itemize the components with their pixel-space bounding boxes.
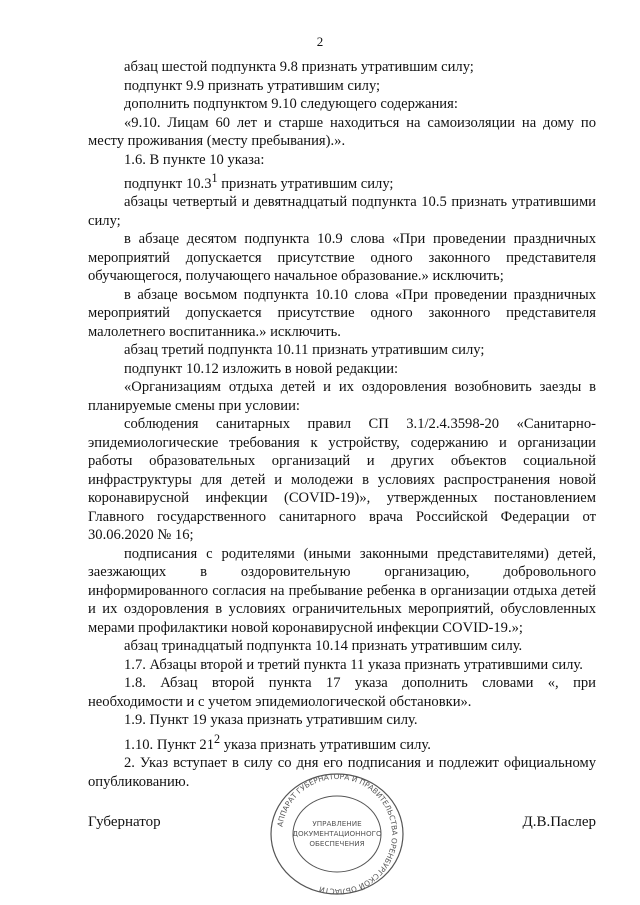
document-body [88,58,596,791]
paragraph-18: 1.9. Пункт 19 указа признать утратившим силу. [124,712,418,729]
paragraph-20: 2. Указ вступает в силу со дня его подписания и подлежит официальному опубликованию. [88,755,596,790]
paragraph-15: абзац тринадцатый подпункта 10.14 признать утратившим силу. [124,638,523,655]
paragraph-1: абзац шестой подпункта 9.8 признать утратившим силу; [124,59,474,75]
paragraph-2: подпункт 9.9 признать утратившим силу; [124,77,381,94]
page-number: 2 [316,34,324,49]
paragraph-10: абзац третий подпункта 10.11 признать утратившим силу; [124,342,485,359]
paragraph-12: «Организациям отдыха детей и их оздоровления возобновить заезды в планируемые смены при условии: [88,379,596,414]
paragraph-14: подписания с родителями (иными законными представителями) детей, заезжающих в оздоровительную организацию, добровольного информированного согласия на пребывание ребенка в организации отдыха детей и их оздоровления в условиях ограничительных мероприятий, обусловленных мерами профилактики новой коронавирусной инфекции COVID-19.»; [88,545,596,636]
stamp-line-1: УПРАВЛЕНИЕ [312,819,362,828]
position-title: Губернатор [88,814,161,830]
paragraph-4: «9.10. Лицам 60 лет и старше находиться на самоизоляции на дому по месту проживания (месту пребывания).». [88,114,596,149]
stamp-outer-text: АППАРАТ ГУБЕРНАТОРА И ПРАВИТЕЛЬСТВА ОРЕНБУРГСКОЙ ОБЛАСТИ [275,771,400,897]
paragraph-7: абзацы четвертый и девятнадцатый подпункта 10.5 признать утратившими силу; [88,194,596,229]
official-stamp [262,770,412,898]
stamp-line-2: ДОКУМЕНТАЦИОННОГО [292,829,382,838]
paragraph-17: 1.8. Абзац второй пункта 17 указа дополнить словами «, при необходимости и с учетом эпидемиологической обстановки». [88,675,596,710]
paragraph-16: 1.7. Абзацы второй и третий пункта 11 указа признать утратившими силу. [124,656,583,673]
paragraph-13: соблюдения санитарных правил СП 3.1/2.4.3598-20 «Санитарно-эпидемиологические требования к устройству, содержанию и организации работы образовательных организаций и других объектов социальной инфраструктуры для детей и молодежи в условиях распространения новой коронавирусной инфекции (COVID-19)», утвержденных постановлением Главного государственного санитарного врача Российской Федерации от 30.06.2020 № 16; [88,416,596,544]
paragraph-5: 1.6. В пункте 10 указа: [124,151,265,168]
paragraph-9: в абзаце восьмом подпункта 10.10 слова «При проведении праздничных мероприятий допускается присутствие одного законного представителя малолетнего воспитанника.» исключить. [88,286,596,340]
stamp-line-3: ОБЕСПЕЧЕНИЯ [309,839,365,848]
paragraph-8: в абзаце десятом подпункта 10.9 слова «При проведении праздничных мероприятий допускается присутствие одного законного представителя обучающегося, получающего начальное образование.» исключить; [88,231,596,285]
paragraph-19: 1.10. Пункт $21^2$ указа признать утратившим силу. [124,731,431,753]
paragraph-3: дополнить подпунктом 9.10 следующего содержания: [124,96,458,112]
paragraph-11: подпункт 10.12 изложить в новой редакции: [124,360,399,377]
paragraph-6: подпункт 10.3$^1$ признать утратившим силу; [124,171,394,192]
signatory-name: Д.В.Паслер [522,814,596,830]
